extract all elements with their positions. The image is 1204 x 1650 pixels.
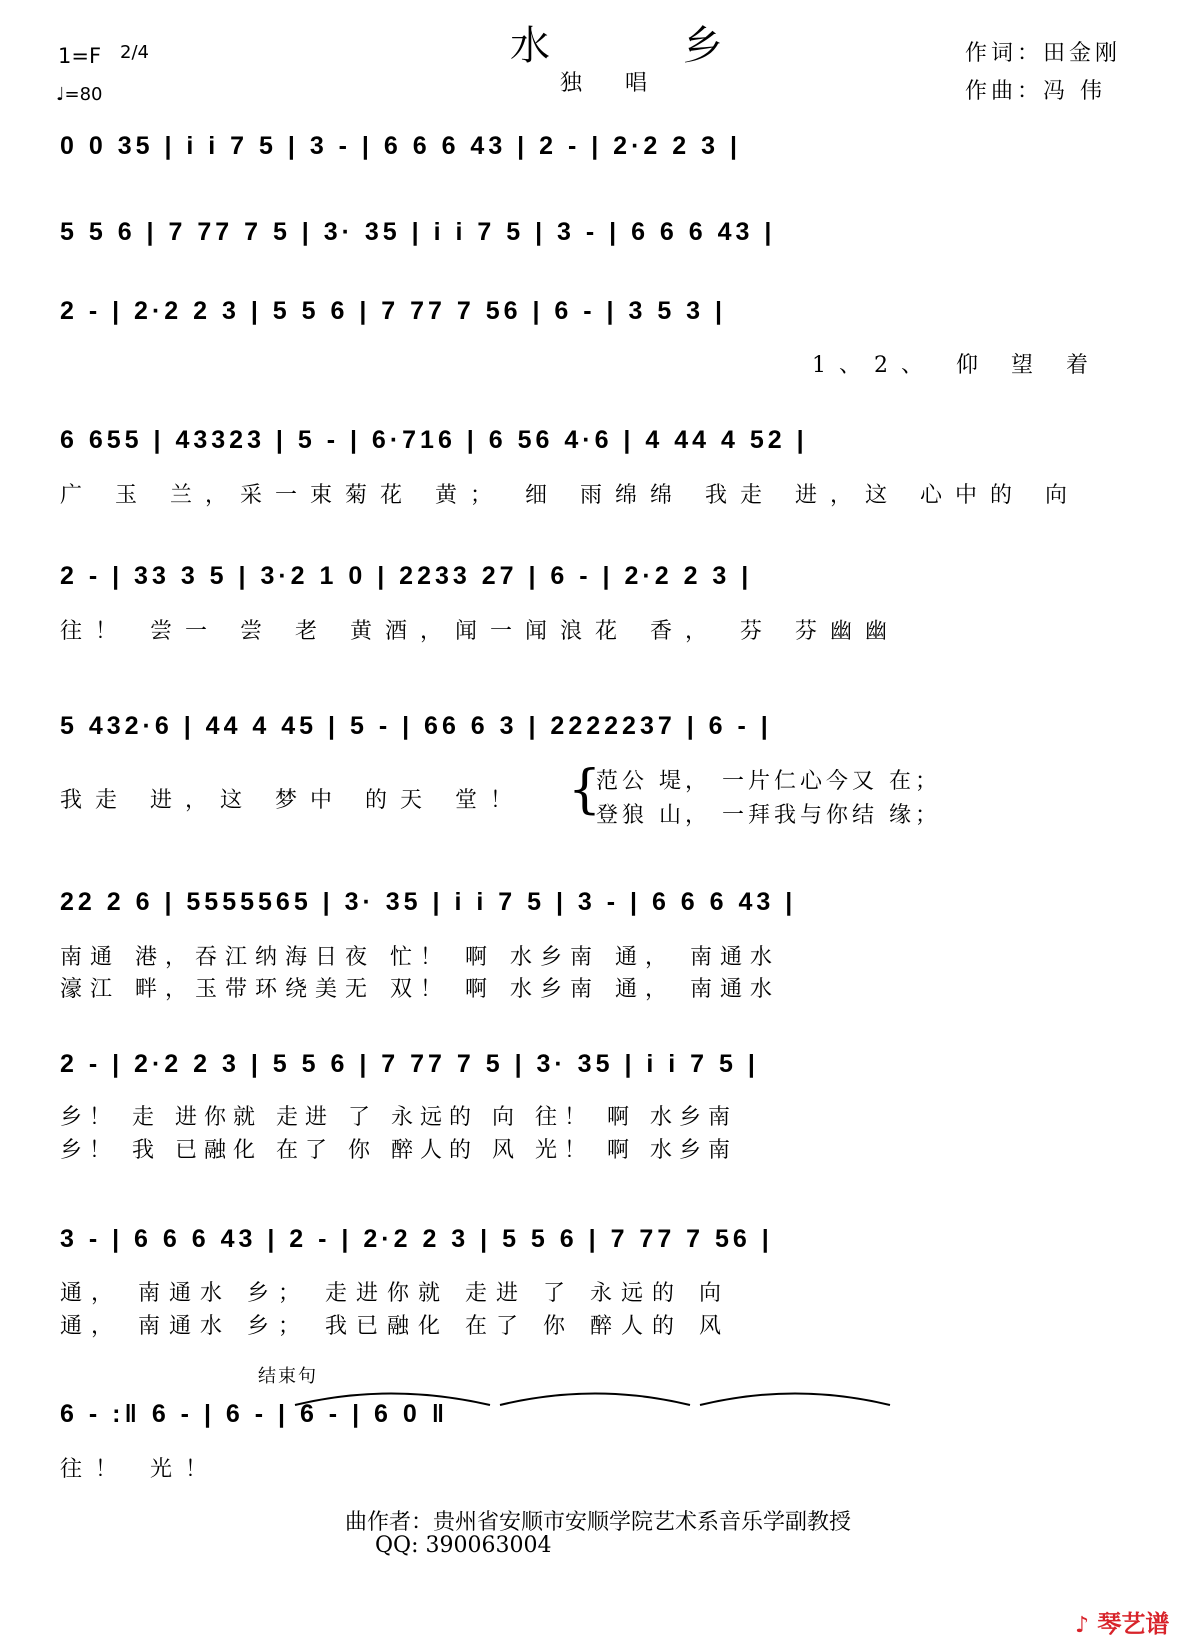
lyric-line-10: 往！ 光！ [60,1457,220,1482]
score-line-10: 6 - :‖ 6 - | 6 - | 6 - | 6 0 ‖ [60,1400,449,1428]
key-signature: 1=F [58,44,102,68]
score-line-8: 2 - | 2·2 2 3 | 5 5 6 | 7 77 7 5 | 3· 35 | i i 7 5 | [60,1050,759,1078]
score-line-4: 6 655 | 43323 | 5 - | 6·716 | 6 56 4·6 | 4 44 4 52 | [60,426,808,454]
composer-credit: 作曲：冯 伟 [965,79,1106,104]
score-line-5: 2 - | 33 3 5 | 3·2 1 0 | 2233 27 | 6 - | 2·2 2 3 | [60,562,753,590]
lyric-line-4: 广 玉 兰，采一束菊花 黄； 细 雨绵绵 我走 进，这 心中的 向 [60,483,1080,508]
lyric-line-6: 我走 进，这 梦中 的天 堂！ [60,788,525,813]
composer-info: 曲作者：贵州省安顺市安顺学院艺术系音乐学副教授 [345,1510,852,1535]
lyric-line-9-verse-2: 通， 南通水 乡； 我已融化 在了 你 醉人的 风 [60,1314,730,1339]
lyric-line-9-verse-1: 通， 南通水 乡； 走进你就 走进 了 永远的 向 [60,1281,730,1306]
ending-label: 结束句 [258,1366,318,1387]
song-title: 水 乡 [510,23,783,69]
verse-brace: { [568,760,602,820]
score-line-3: 2 - | 2·2 2 3 | 5 5 6 | 7 77 7 56 | 6 - | 3 5 3 | [60,297,727,325]
lyric-line-6-verse-1: 范公 堤， 一片仁心今又 在； [596,769,941,794]
lyric-line-8-verse-1: 乡！ 走 进你就 走进 了 永远的 向 往！ 啊 水乡南 [60,1105,737,1130]
lyric-line-8-verse-2: 乡！ 我 已融化 在了 你 醉人的 风 光！ 啊 水乡南 [60,1138,737,1163]
lyric-line-5: 往！ 尝一 尝 老 黄酒，闻一闻浪花 香， 芬 芬幽幽 [60,619,900,644]
logo-glyph: ♪ [1075,1613,1090,1638]
song-subtitle: 独 唱 [560,71,665,96]
lyric-line-7-verse-1: 南通 港，吞江纳海日夜 忙！ 啊 水乡南 通， 南通水 [60,945,780,970]
score-line-2: 5 5 6 | 7 77 7 5 | 3· 35 | i i 7 5 | 3 - | 6 6 6 43 | [60,218,776,246]
lyric-line-3: 1、2、 仰 望 着 [812,353,1101,378]
tempo-marking: ♩=80 [56,84,103,105]
score-line-6: 5 432·6 | 44 4 45 | 5 - | 66 6 3 | 2222237 | 6 - | [60,712,772,740]
time-signature: 2/4 [120,42,149,63]
tie-arc [500,1394,690,1406]
score-line-1: 0 0 35 | i i 7 5 | 3 - | 6 6 6 43 | 2 - | 2·2 2 3 | [60,132,741,160]
score-line-9: 3 - | 6 6 6 43 | 2 - | 2·2 2 3 | 5 5 6 | 7 77 7 56 | [60,1225,773,1253]
tie-arc [700,1394,890,1406]
score-line-7: 22 2 6 | 5555565 | 3· 35 | i i 7 5 | 3 - | 6 6 6 43 | [60,888,797,916]
qq-contact: QQ: 390063004 [375,1533,552,1558]
logo-text: 琴艺谱 [1097,1610,1170,1638]
site-logo [1075,1604,1169,1639]
lyric-line-7-verse-2: 濠江 畔，玉带环绕美无 双！ 啊 水乡南 通， 南通水 [60,977,780,1002]
lyricist-credit: 作词：田金刚 [965,41,1122,66]
lyric-line-6-verse-2: 登狼 山， 一拜我与你结 缘； [596,803,941,828]
